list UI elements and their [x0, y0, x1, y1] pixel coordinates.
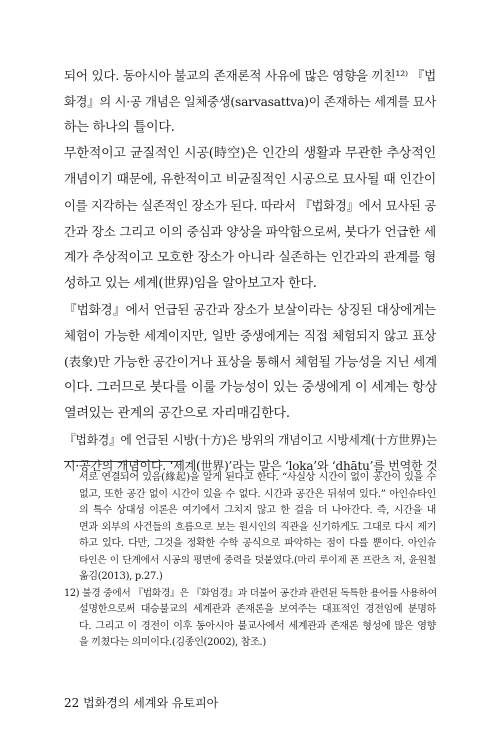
body-line: 성하고 있는 세계(世界)임을 알아보고자 한다. [64, 276, 317, 291]
footnote-line: 다. 그리고 이 경전이 이후 동아시아 불교사에서 세계관과 존재론 형성에 많은 영향 [79, 620, 436, 632]
footnotes [64, 470, 436, 652]
body-line: 시·공간의 개념이다. ‘세계(世界)’라는 말은 ‘loka’와 ‘dhātu’를 번역한 것 [64, 459, 438, 473]
body-line: 이다. 그러므로 붓다를 이룰 가능성이 있는 중생에게 이 세계는 항상 [64, 380, 437, 395]
main-text [64, 63, 436, 479]
body-line: 화경』의 시·공 개념은 일체중생(sarvasattva)이 존재하는 세계를 묘사 [64, 95, 437, 109]
page-number: 22 [64, 696, 80, 710]
footnote-line: 을 끼쳤다는 의미이다.(김종인(2002), 참조.) [79, 637, 266, 648]
page-footer [64, 695, 218, 711]
body-line: 『법화경』에 언급된 시방(十方)은 방위의 개념이고 시방세계(十方世界)는 [64, 433, 437, 447]
body-line: 되어 있다. 동아시아 불교의 존재론적 사유에 많은 영향을 끼친¹²⁾ 『법 [64, 68, 436, 83]
body-line: 계가 추상적이고 모호한 장소가 아니라 실존하는 인간과의 관계를 형 [64, 250, 436, 265]
footnote-line: 설명한으로써 대승불교의 세계관과 존재론을 보여주는 대표적인 경전임에 분명하 [79, 604, 436, 615]
body-line: (表象)만 가능한 공간이거나 표상을 통해서 체험될 가능성을 지닌 세계 [64, 354, 437, 369]
body-line: 체험이 가능한 세계이지만, 일반 중생에게는 직접 체험되지 않고 표상 [64, 328, 436, 343]
body-line: 열려있는 관계의 공간으로 자리매김한다. [64, 406, 290, 421]
running-title: 법화경의 세계와 유토피아 [83, 696, 219, 710]
body-line: 『법화경』에서 언급된 공간과 장소가 보살이라는 상징된 대상에게는 [64, 302, 436, 317]
body-line: 이를 지각하는 실존적인 장소가 된다. 따라서 『법화경』에서 묘사된 공 [64, 199, 436, 213]
footnote-line: 12) 불경 중에서 『법화경』은 『화엄경』과 더불어 공간과 관련된 독특한 용어를 사용하여 [64, 587, 437, 599]
body-line: 간과 장소 그리고 이의 중심과 양상을 파악함으로써, 붓다가 언급한 세 [64, 224, 436, 239]
body-line: 하는 하나의 틀이다. [64, 120, 175, 135]
footnote-line: 옮김(2013), p.27.) [79, 571, 163, 582]
footnote-line: 하고 있다. 다만, 그것을 정확한 수학 공식으로 파악하는 점이 다를 뿐이다. 아인슈 [79, 538, 436, 549]
footnote-line: 타인은 이 단계에서 시공의 평면에 중력을 덧붙였다.(마리 루이제 폰 프란츠 저, 윤원철 [79, 554, 436, 566]
footnote-divider [64, 461, 182, 462]
footnote-line: 면과 외부의 사건들의 흐름으로 보는 원시인의 직관을 신기하게도 그대로 다시 제기 [79, 521, 436, 533]
footnote-line: 없고, 또한 공간 없이 시간이 있을 수 없다. 시간과 공간은 뒤섞여 있다.” 아인슈타인 [79, 488, 436, 500]
body-line: 개념이기 때문에, 유한적이고 비균질적인 시공으로 묘사될 때 인간이 [64, 172, 436, 187]
body-line: 무한적이고 균질적인 시공(時空)은 인간의 생활과 무관한 추상적인 [64, 146, 436, 161]
footnote-line: 서로 연결되어 있음(緣起)을 알게 된다고 한다. “사실상 시간이 없이 공간이 있을 수 [79, 472, 436, 483]
footnote-line: 의 특수 상대성 이론은 여기에서 그치지 않고 한 걸음 더 나아간다. 즉, 시간을 내 [79, 505, 436, 516]
